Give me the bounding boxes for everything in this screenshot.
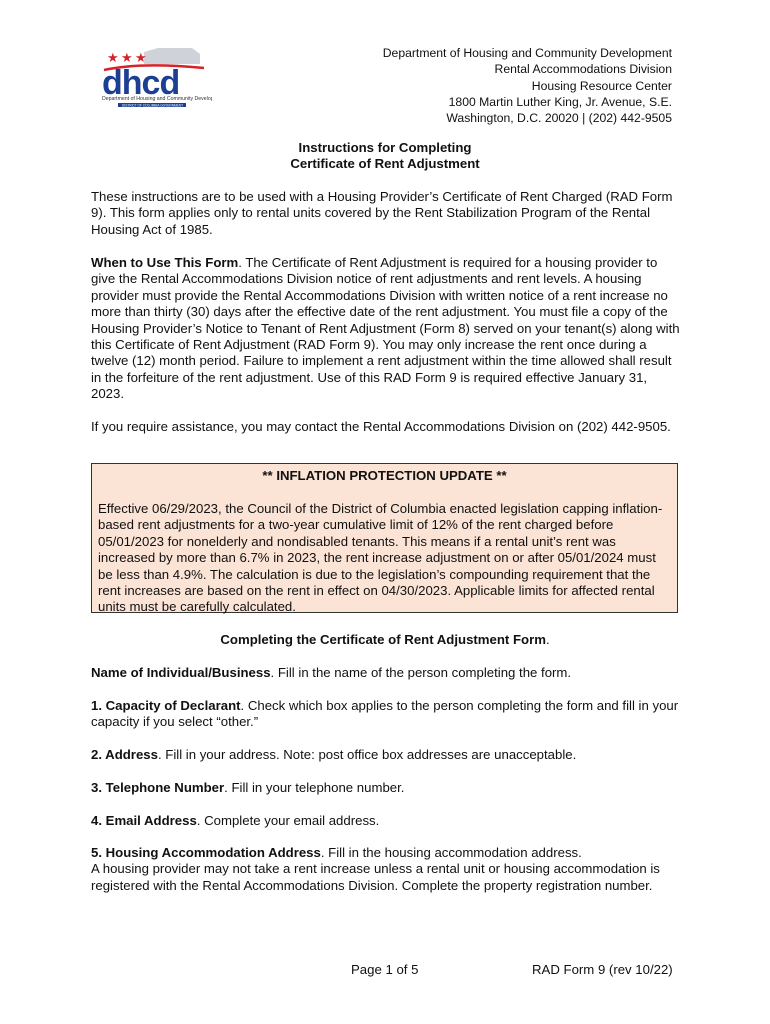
field-text: . Fill in your telephone number. [224,780,405,795]
header-address [383,45,672,126]
header-line: 1800 Martin Luther King, Jr. Avenue, S.E. [448,94,672,109]
form-revision: RAD Form 9 (rev 10/22) [532,962,673,977]
field-heading: 5. Housing Accommodation Address [91,845,321,860]
field-text: . Fill in the housing accommodation address. [320,845,582,860]
field-heading: 3. Telephone Number [91,780,225,795]
dhcd-logo-graphic [100,48,212,112]
field-instruction-email [91,813,683,829]
logo-letters: dhcd [102,64,180,102]
field-instruction-capacity [91,698,683,731]
page-number: Page 1 of 5 [351,962,419,977]
roof-shape [144,48,200,64]
logo-subtext-2: DISTRICT OF COLUMBIA GOVERNMENT [122,103,184,108]
when-to-use-heading: When to Use This Form [91,255,239,270]
field-instruction-housing-address [91,845,683,894]
field-text: . Check which box applies to the person completing the form and fill in your capacity if you select “other.” [91,698,679,730]
dhcd-logo [100,48,212,112]
when-to-use-paragraph [91,255,683,403]
inflation-update-box [91,463,678,613]
field-heading: Name of Individual/Business [91,665,271,680]
when-to-use-text: . The Certificate of Rent Adjustment is required for a housing provider to give the Rental Accommodations Division notice of rent adjustments and rent levels. A housing provider must provide the Rental Accommodations Division with written notice of a rent increase no more than thirty (30) days after the effective date of the rent adjustment. You must file a copy of the Housing Provider’s Notice to Tenant of Rent Adjustment (Form 8) served on your tenant(s) along with this Certificate of Rent Adjustment (RAD Form 9). You may only increase the rent once during a twelve (12) month period. Failure to implement a rent adjustment within the time allowed shall result in the forfeiture of the rent adjustment. Use of this RAD Form 9 is required effective January 31, 2023. [91,255,680,402]
assistance-paragraph: If you require assistance, you may contact the Rental Accommodations Division on (202) 442-9505. [91,419,671,434]
header-line: Housing Resource Center [531,78,672,93]
field-text: . Fill in your address. Note: post office box addresses are unacceptable. [157,747,577,762]
star-icon: ★ [107,51,119,66]
intro-paragraph: These instructions are to be used with a Housing Provider’s Certificate of Rent Charged (RAD Form 9). This form applies only to rental units covered by the Rent Stabilization Program of the Rental Housing Act of 1985. [91,189,673,237]
star-icon: ★ [121,51,133,66]
field-heading: 1. Capacity of Declarant [91,698,241,713]
completing-heading: Completing the Certificate of Rent Adjustment Form [220,632,546,647]
field-extra-text: A housing provider may not take a rent increase unless a rental unit or housing accommodation is registered with the Rental Accommodations Division. Complete the property registration number. [91,861,660,893]
title-line-2: Certificate of Rent Adjustment [290,156,480,172]
field-heading: 2. Address [91,747,158,762]
field-text: . Fill in the name of the person completing the form. [270,665,572,680]
inflation-title: ** INFLATION PROTECTION UPDATE ** [262,468,507,483]
field-heading: 4. Email Address [91,813,197,828]
header-line: Washington, D.C. 20020 | (202) 442-9505 [446,111,672,126]
logo-subtext: Department of Housing and Community Develo [102,96,211,102]
header-line: Department of Housing and Community Development [382,46,672,60]
header-line: Rental Accommodations Division [494,62,672,77]
field-instruction-telephone [91,780,683,796]
document-title [0,140,770,173]
field-instruction-name [91,665,683,681]
title-line-1: Instructions for Completing [298,140,472,155]
field-text: . Complete your email address. [196,813,380,828]
inflation-body: Effective 06/29/2023, the Council of the District of Columbia enacted legislation capping inflation-based rent adjustments for a two-year cumulative limit of 12% of the rent charged before 05/01/2023 for nonelderly and nondisabled tenants. This means if a rental unit’s rent was increased by more than 6.7% in 2023, the rent increase adjustment on or after 05/01/2024 must be less than 4.9%. The calculation is due to the legislation’s compounding requirement that the rent increases are based on the rent in effect on 04/30/2023. Applicable limits for affected rental units must be carefully calculated. [98,501,663,615]
star-icon: ★ [135,51,147,66]
field-instruction-address [91,747,683,763]
completing-suffix: . [545,632,550,647]
completing-section-title [0,632,770,648]
